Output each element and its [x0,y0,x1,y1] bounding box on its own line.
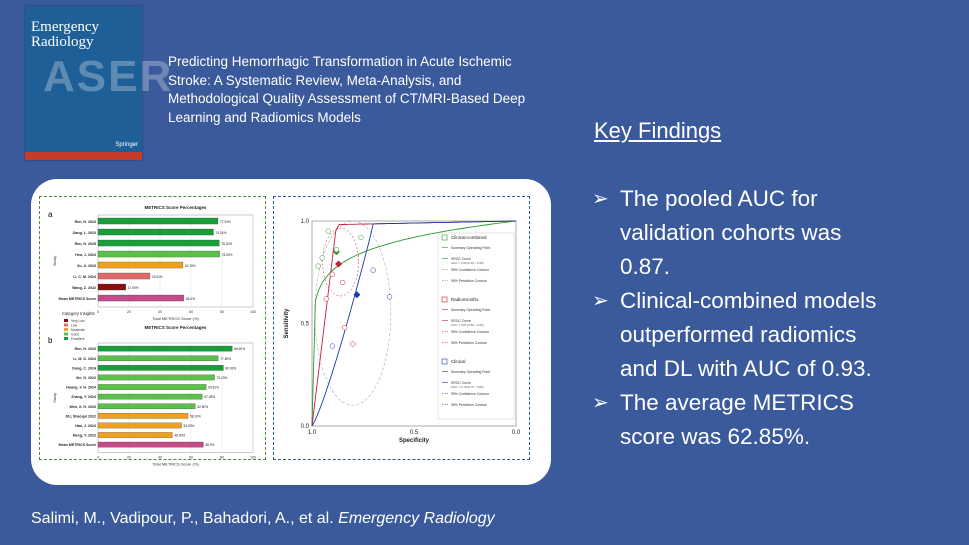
citation-journal: Emergency Radiology [338,510,495,527]
x-tick-label: 100 [250,310,256,314]
summary-point [335,261,342,268]
x-axis-label: Total METRICS Score (%) [152,316,199,321]
bar-value-label: 54.76% [184,263,196,268]
category-label: Xie, G. 2022 [75,376,96,381]
findings-list [592,182,892,454]
journal-cover [25,6,174,160]
category-label: Ren, H. 2023 [74,219,96,224]
x-tick-label: 0 [97,310,99,314]
legend-label: Moderate [71,327,85,332]
y-tick-label: 0.0 [300,424,309,430]
category-label: Xu, X. 2023 [77,263,96,268]
sroc-chart [274,197,529,459]
study-point [359,235,364,240]
x-tick-label: 40 [158,455,162,460]
bar-value-label: 75.23% [216,376,228,381]
legend-item-label: SROC Curve [451,319,471,323]
legend-item-label: 95% Confidence Contour [451,330,489,334]
x-tick-label: 80 [220,455,224,460]
finding-text: The pooled AUC for validation cohorts was 0.87. [620,186,842,279]
bar-value-label: 77.33% [219,219,231,224]
x-tick-label: 80 [220,310,224,314]
finding-item [592,182,892,284]
category-label: Jiang, L. 2023 [72,230,96,235]
category-label: Han, J. 2024 [75,424,96,429]
finding-item [592,284,892,386]
legend-item-label: Summary Operating Point [451,246,491,250]
bar-value-label: 78.50% [221,252,233,257]
x-tick-label: 40 [158,310,162,314]
category-label: Li, C. M. 2024 [73,274,96,279]
legend-item-label: SROC Curve [451,381,471,385]
legend-swatch [64,319,68,322]
x-tick-label: 0.0 [511,430,521,436]
bar-value-label: 86.60% [234,347,246,352]
bar [98,284,126,290]
legend-group-label: Clinical-combined [451,235,487,240]
study-point [324,297,329,302]
bar-value-label: 33.51% [151,274,163,279]
bar [98,262,183,268]
prediction-contour [315,221,391,405]
bar-value-label: 17.90% [127,285,139,290]
x-tick-label: 0.5 [409,430,419,436]
legend-swatch [64,337,68,340]
x-axis-label: Specificity [398,438,430,444]
legend-group-label: Radiomics/DL [451,297,480,302]
bar-value-label: 68.0% [205,443,215,448]
sroc-panel [273,196,530,460]
bar [98,218,218,224]
legend-swatch [64,324,68,327]
bar [98,384,206,389]
bar [98,229,213,235]
chart-title: METRICS Score Percentages [144,205,207,210]
y-axis-label: Sensitivity [284,308,290,339]
cover-strip [25,152,142,160]
bar [98,295,184,301]
bar [98,346,232,351]
bar [98,413,188,418]
x-tick-label: 60 [189,310,193,314]
category-label: DU, Shaoqui 2022 [65,414,96,419]
category-label: Huang, Y. H. 2024 [66,385,96,390]
study-point [342,325,347,330]
cover-title-line2: Radiology [31,34,94,50]
study-point [350,342,355,347]
chart-title: METRICS Score Percentages [144,325,207,330]
legend-item-label: SROC Curve [451,257,471,261]
y-axis-label: Study [52,392,57,403]
legend-label: Low [71,323,78,328]
legend-item-label: Summary Operating Point [451,308,491,312]
legend-swatch [64,333,68,336]
confidence-contour [323,228,359,296]
study-point [330,272,335,277]
metrics-panel [39,196,266,467]
legend-item-label: 95% Prediction Contour [451,341,487,345]
study-point [387,294,392,299]
category-label: Zhang, Y. 2024 [71,395,96,400]
bar [98,423,182,428]
category-label: Wen, X. H. 2023 [69,404,96,409]
study-point [326,229,331,234]
x-tick-label: 100 [250,455,256,460]
arrow-bullet-icon: ➢ [592,188,609,210]
category-label: Ren, H. 2025 [74,241,96,246]
finding-text: The average METRICS score was 62.85%. [620,390,854,449]
bar [98,240,219,246]
study-point [320,256,325,261]
x-tick-label: 60 [189,455,193,460]
citation-authors: Salimi, M., Vadipour, P., Bahadori, A., et al. [31,510,334,527]
cover-publisher: Springer [115,142,138,148]
cover-watermark: ASER [43,52,174,101]
bar-value-label: 69.81% [208,385,220,390]
bar [98,375,215,380]
legend-label: Excellent [71,336,85,341]
bar-value-label: 80.93% [225,366,237,371]
finding-text: Clinical-combined models outperformed radiomics and DL with AUC of 0.93. [620,288,877,381]
plot-frame [98,215,253,307]
category-label: Ren, H. 2023 [74,347,96,352]
metrics-bar-charts [40,197,265,467]
bar-value-label: 67.28% [204,395,216,400]
legend-label: Good [71,332,80,337]
legend-auc-label: AUC = 0.87 [0.84 - 0.90] [451,323,484,327]
category-label: Wang, Z. 2022 [72,285,96,290]
y-axis-label: Study [52,255,57,267]
legend-group-label: Clinical [451,359,466,364]
bar [98,432,172,437]
bar [98,273,150,279]
paper-title: Predicting Hemorrhagic Transformation in Acute Ischemic Stroke: A Systematic Review, Meta-Analysis, and Methodological Quality Assessment of CT/MRI-Based Deep Learning and Radiomics Models [168,54,526,125]
x-tick-label: 20 [127,455,131,460]
legend-item-label: 95% Prediction Contour [451,403,487,407]
panel-letter: a [48,210,53,219]
study-point [330,344,335,349]
bar-value-label: 62.80% [197,404,209,409]
legend-auc-label: AUC = 0.93 [0.91 - 0.95] [451,261,484,265]
legend-title: Category Insights [62,311,95,316]
bar [98,394,202,399]
bar [98,365,223,370]
x-axis-label: Total METRICS Score (%) [152,461,199,467]
y-tick-label: 1.0 [300,219,309,225]
cover-journal-title [31,20,99,50]
arrow-bullet-icon: ➢ [592,392,609,414]
legend-item-label: 95% Prediction Contour [451,279,487,283]
category-label: Mean METRICS Score [58,296,96,301]
bar-value-label: 58.10% [190,414,201,419]
legend-swatch [64,328,68,331]
bar [98,442,203,447]
y-tick-label: 0.5 [300,321,309,328]
legend-auc-label: AUC = 0.79 [0.75 - 0.82] [451,385,484,389]
study-point [316,264,321,269]
bar [98,404,195,409]
legend-item-label: Summary Operating Point [451,370,491,374]
x-tick-label: 20 [127,310,131,314]
bar-value-label: 74.24% [215,230,227,235]
legend-item-label: 95% Confidence Contour [451,392,489,396]
cover-title-line1: Emergency [31,19,100,35]
citation [31,510,495,528]
study-point [334,247,339,252]
bar-value-label: 48.00% [174,433,186,438]
arrow-bullet-icon: ➢ [592,290,609,312]
bar-value-label: 77.60% [220,356,232,361]
bar-value-label: 78.30% [221,241,233,246]
finding-item [592,386,892,454]
category-label: Dong, C. 2024 [72,366,96,371]
key-findings-heading: Key Findings [594,118,722,143]
x-tick-label: 1.0 [307,430,317,436]
panel-letter: b [48,336,53,345]
bar-value-label: 55.4% [185,296,195,301]
category-label: Heo, J. 2024 [75,252,96,257]
bar-value-label: 53.90% [183,424,195,429]
bar [98,356,218,361]
category-label: Li, M. D. 2024 [73,356,96,361]
study-point [371,268,376,273]
category-label: Mean METRICS Score [58,443,96,448]
study-point [340,280,345,285]
category-label: Meng, Y. 2022 [72,433,96,438]
legend-label: Very Low [71,318,85,323]
bar [98,251,220,257]
legend-item-label: 95% Confidence Contour [451,268,489,272]
x-tick-label: 0 [97,455,99,460]
